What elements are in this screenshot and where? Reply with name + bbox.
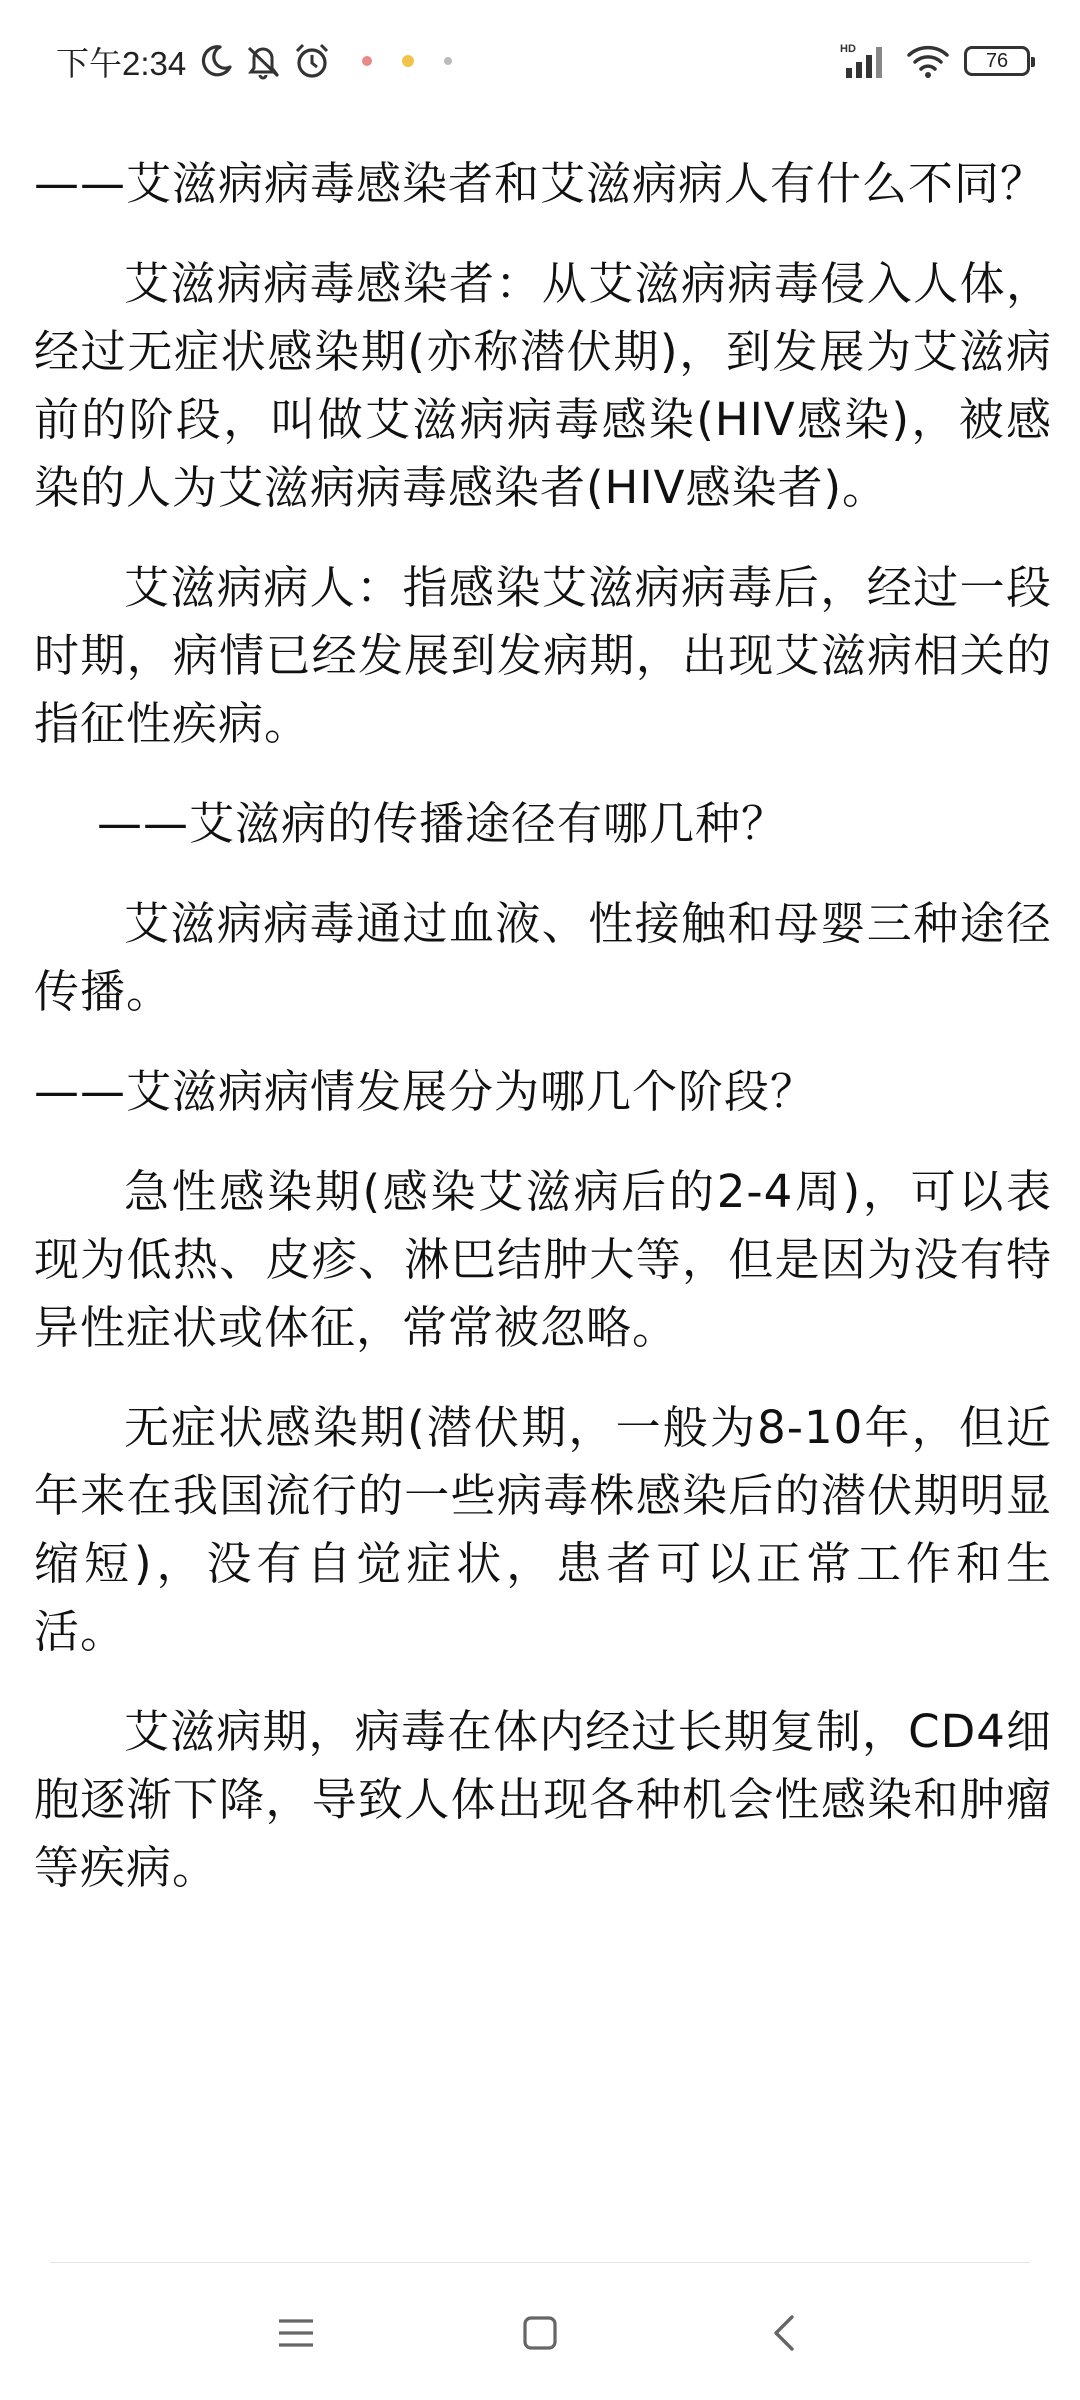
wifi-icon	[906, 43, 950, 79]
alarm-icon	[292, 41, 332, 81]
status-bar	[0, 0, 1080, 130]
section-heading: ——艾滋病病毒感染者和艾滋病病人有什么不同？	[34, 157, 1047, 210]
menu-icon	[277, 2318, 315, 2348]
back-button[interactable]	[744, 2293, 824, 2373]
article-paragraph: 艾滋病病毒通过血液、性接触和母婴三种途径传播。	[34, 897, 1052, 1018]
notification-dot-icon	[362, 56, 372, 66]
status-time: 下午2:34	[56, 44, 187, 82]
article-paragraph: 无症状感染期(潜伏期，一般为8-10年，但近年来在我国流行的一些病毒株感染后的潜伏期明显缩短)，没有自觉症状，患者可以正常工作和生活。	[34, 1401, 1052, 1658]
section-heading: ——艾滋病病情发展分为哪几个阶段？	[34, 1065, 817, 1118]
signal-icon	[840, 42, 892, 80]
home-icon	[523, 2316, 557, 2350]
article-paragraph: 艾滋病病毒感染者：从艾滋病病毒侵入人体，经过无症状感染期(亦称潜伏期)，到发展为艾滋病前的阶段，叫做艾滋病病毒感染(HIV感染)，被感染的人为艾滋病病毒感染者(HIV感染者)。	[34, 257, 1052, 514]
menu-button[interactable]	[256, 2293, 336, 2373]
status-left	[56, 36, 452, 86]
navigation-bar	[0, 2263, 1080, 2400]
notification-dot-icon	[444, 57, 452, 65]
moon-icon	[198, 43, 234, 79]
home-button[interactable]	[500, 2293, 580, 2373]
article-paragraph: 艾滋病病人：指感染艾滋病病毒后，经过一段时期，病情已经发展到发病期，出现艾滋病相关的指征性疾病。	[34, 561, 1052, 750]
battery-level: 76	[985, 50, 1009, 72]
mute-vibrate-icon	[242, 42, 284, 80]
battery-icon	[964, 46, 1030, 76]
section-heading: ——艾滋病的传播途径有哪几种？	[97, 797, 788, 850]
network-label: HD	[840, 43, 856, 55]
back-icon	[772, 2314, 796, 2352]
status-right	[840, 36, 1030, 86]
article-content	[34, 150, 1052, 1934]
article-paragraph: 艾滋病期，病毒在体内经过长期复制，CD4细胞逐渐下降，导致人体出现各种机会性感染和肿瘤等疾病。	[34, 1705, 1052, 1894]
notification-dot-icon	[402, 55, 414, 67]
article-paragraph: 急性感染期(感染艾滋病后的2-4周)，可以表现为低热、皮疹、淋巴结肿大等，但是因为没有特异性症状或体征，常常被忽略。	[34, 1165, 1052, 1354]
